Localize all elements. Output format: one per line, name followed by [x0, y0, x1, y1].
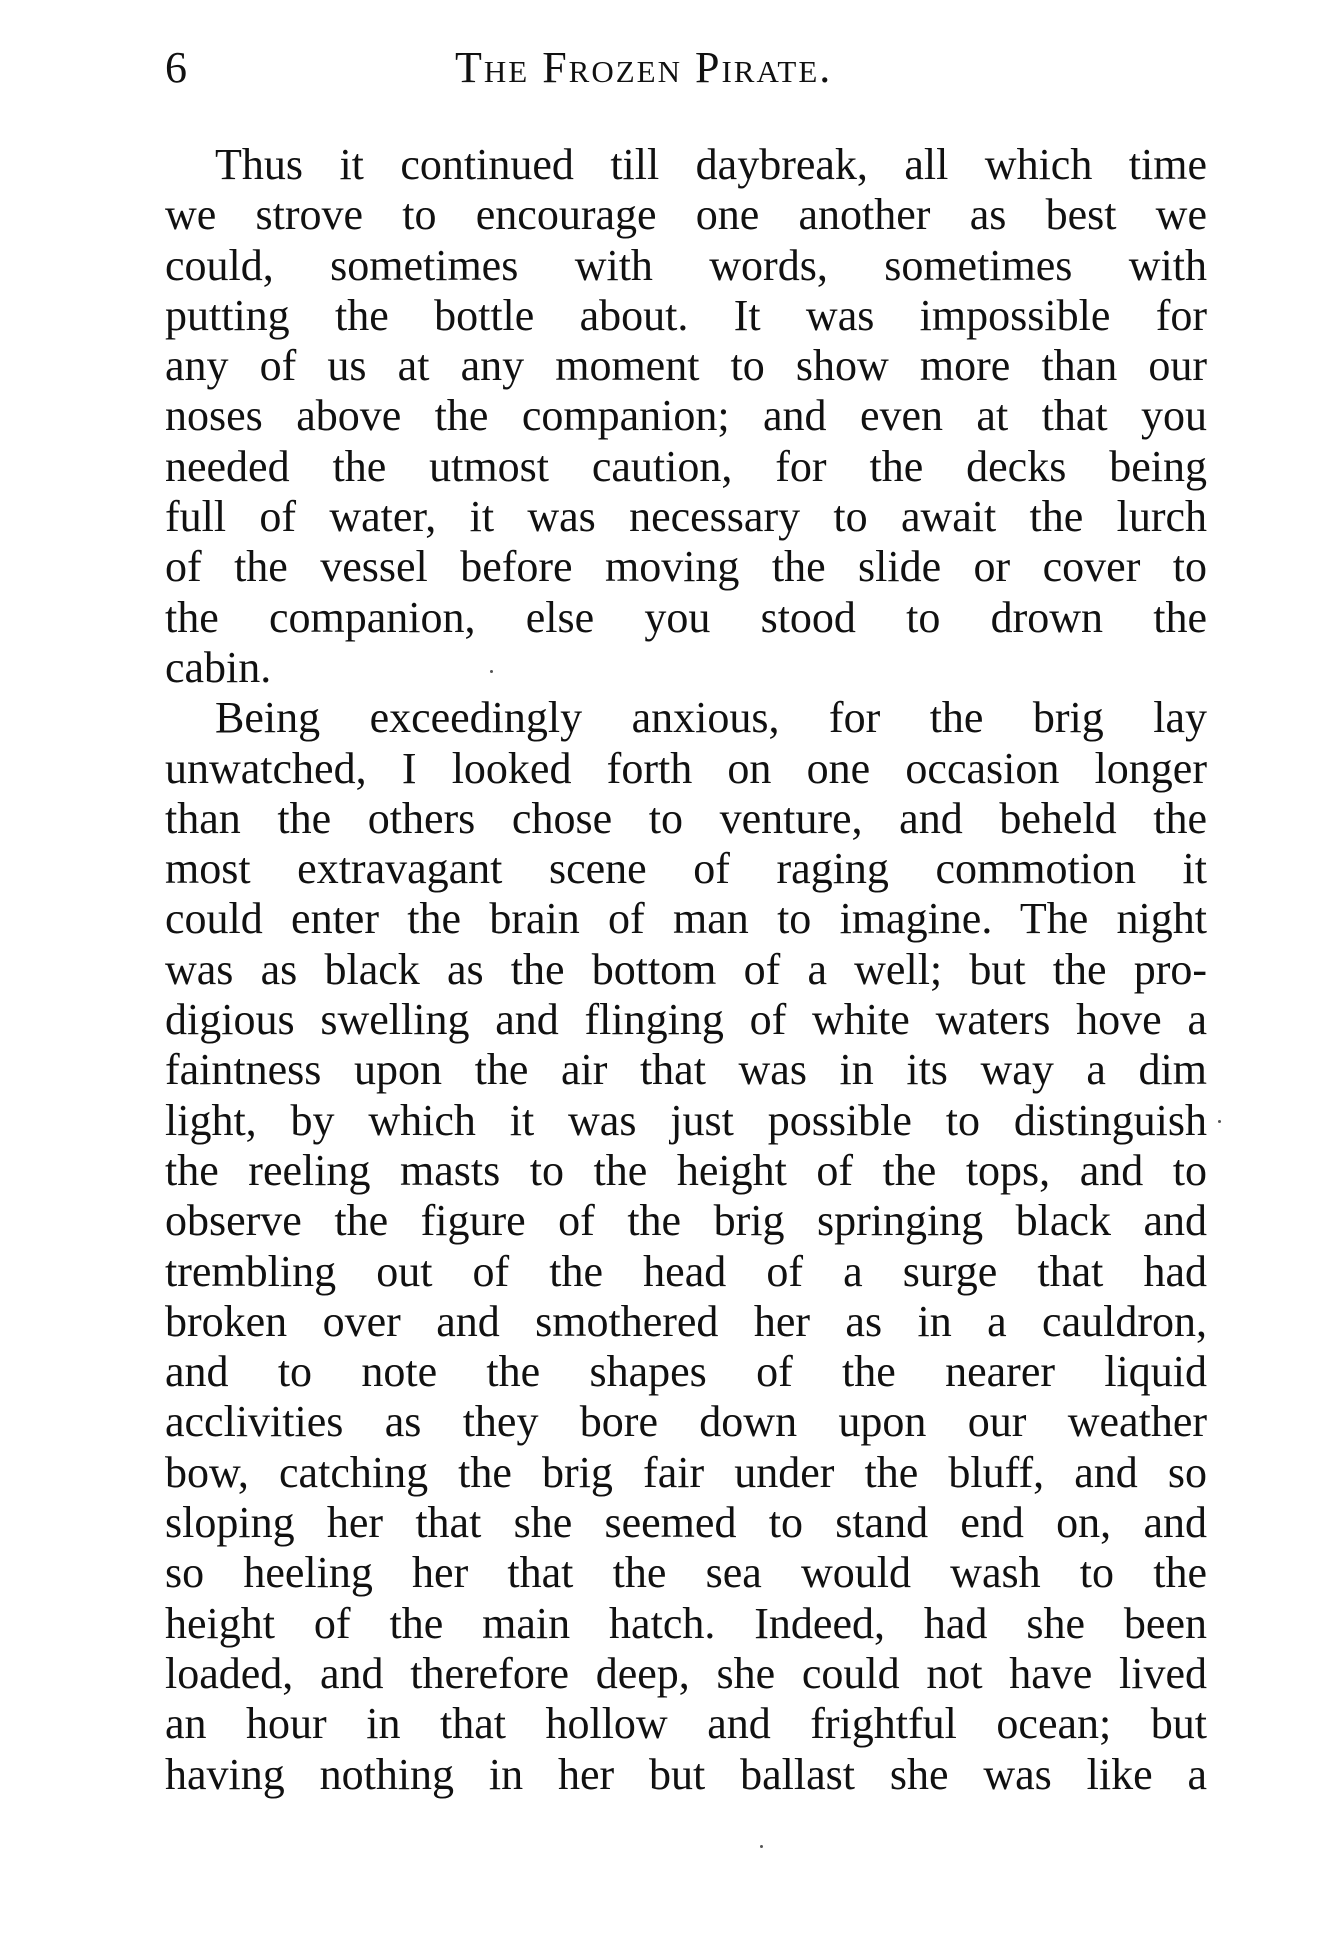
page-number: 6	[165, 43, 187, 92]
paragraph-2	[165, 693, 1207, 1800]
text-line: noses above the companion; and even at that you	[165, 391, 1207, 441]
text-line: loaded, and therefore deep, she could not have lived	[165, 1648, 1207, 1698]
text-line: was as black as the bottom of a well; but the pro-	[165, 944, 1207, 994]
text-line: an hour in that hollow and frightful ocean; but	[165, 1699, 1207, 1749]
text-line: most extravagant scene of raging commotion it	[165, 844, 1207, 894]
text-line: Thus it continued till daybreak, all which time	[215, 140, 1207, 189]
running-title: The Frozen Pirate.	[455, 43, 833, 92]
text-line: of the vessel before moving the slide or cover to	[165, 542, 1207, 592]
text-line: digious swelling and flinging of white waters hove a	[165, 995, 1207, 1045]
text-line: acclivities as they bore down upon our weather	[165, 1397, 1207, 1447]
text-line: sloping her that she seemed to stand end on, and	[165, 1498, 1207, 1548]
running-head	[165, 38, 1207, 98]
text-line: could enter the brain of man to imagine. The night	[165, 894, 1207, 944]
text-line: faintness upon the air that was in its way a dim	[165, 1045, 1207, 1095]
text-line: needed the utmost caution, for the decks being	[165, 441, 1207, 491]
print-speck	[1218, 1120, 1221, 1123]
text-line: the companion, else you stood to drown the	[165, 592, 1207, 642]
text-line: unwatched, I looked forth on one occasion longer	[165, 743, 1207, 793]
text-line: height of the main hatch. Indeed, had she been	[165, 1598, 1207, 1648]
text-line: could, sometimes with words, sometimes with	[165, 240, 1207, 290]
text-line: any of us at any moment to show more than our	[165, 341, 1207, 391]
text-line: cabin.	[165, 642, 272, 692]
text-line: trembling out of the head of a surge that had	[165, 1246, 1207, 1296]
text-line: broken over and smothered her as in a cauldron,	[165, 1296, 1207, 1346]
text-line: we strove to encourage one another as best we	[165, 190, 1207, 240]
text-line: bow, catching the brig fair under the bluff, and so	[165, 1447, 1207, 1497]
text-line: putting the bottle about. It was impossible for	[165, 290, 1207, 340]
text-line: light, by which it was just possible to distinguish	[165, 1095, 1207, 1145]
text-line: and to note the shapes of the nearer liquid	[165, 1347, 1207, 1397]
text-line: than the others chose to venture, and beheld the	[165, 793, 1207, 843]
text-line: the reeling masts to the height of the tops, and to	[165, 1145, 1207, 1195]
print-speck	[760, 1845, 763, 1848]
body-text	[165, 140, 1207, 1800]
text-line: Being exceedingly anxious, for the brig lay	[215, 693, 1207, 743]
paragraph-1	[165, 140, 1207, 693]
text-line: observe the figure of the brig springing black and	[165, 1196, 1207, 1246]
text-line: having nothing in her but ballast she was like a	[165, 1749, 1207, 1799]
print-speck	[490, 670, 493, 673]
text-line: so heeling her that the sea would wash to the	[165, 1548, 1207, 1598]
text-line: full of water, it was necessary to await the lurch	[165, 492, 1207, 542]
